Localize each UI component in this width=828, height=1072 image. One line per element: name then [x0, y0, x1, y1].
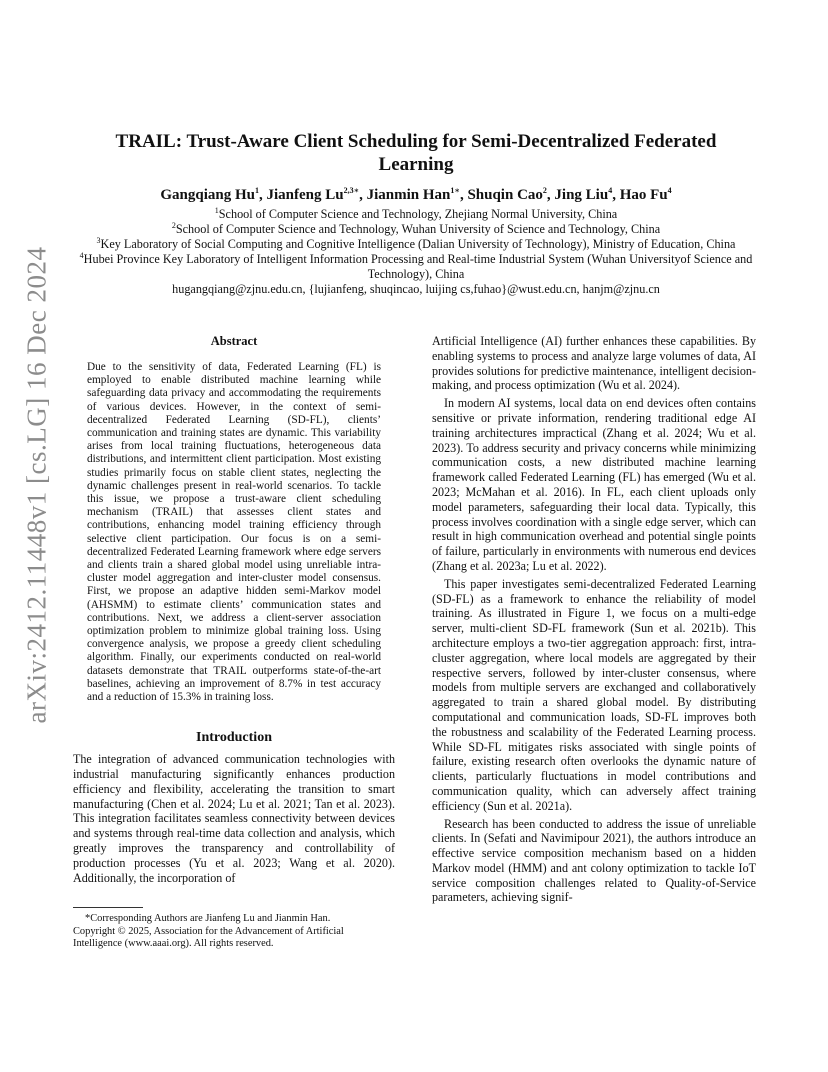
affiliation-mark: 3: [96, 235, 101, 245]
affiliation-block: [70, 207, 762, 297]
author-affil-mark: 1∗: [450, 186, 460, 195]
arxiv-side-stamp: [20, 246, 54, 724]
author-name: Jianfeng Lu: [266, 187, 344, 203]
author-emails: hugangqiang@zjnu.edu.cn, {lujianfeng, shuqincao, luijing cs,fuhao}@wust.edu.cn, hanjm@zjnu.cn: [172, 282, 660, 296]
right-column: [432, 334, 756, 905]
body-paragraph: Artificial Intelligence (AI) further enhances these capabilities. By enabling systems to process and analyze large volumes of data, AI provides solutions for predictive maintenance, intelligent decision-making, and process optimization (Wu et al. 2024).: [432, 334, 756, 393]
affiliation: [70, 222, 762, 237]
affiliation-text: School of Computer Science and Technology, Wuhan University of Science and Technology, China: [175, 222, 661, 236]
intro-paragraph: The integration of advanced communication technologies with industrial manufacturing significantly enhances production efficiency and flexibility, accelerating the transition to smart manufacturing (Chen et al. 2024; Lu et al. 2021; Tan et al. 2023). This integration facilitates seamless connectivity between devices and systems through real-time data collection and analysis, which greatly improves the transparency and controllability of production processes (Yu et al. 2023; Wang et al. 2020). Additionally, the incorporation of: [73, 752, 395, 885]
affiliation: [70, 252, 762, 282]
body-paragraph: In modern AI systems, local data on end devices often contains sensitive or private information, rendering traditional edge AI training architectures impractical (Zhang et al. 2024; Wu et al. 2023). To address security and privacy concerns while minimizing communication costs, a new distributed machine learning framework called Federated Learning (FL) has emerged (Wu et al. 2023; McMahan et al. 2016). In FL, each client uploads only model parameters, safeguarding their local data. Typically, this process involves coordination with a single edge server, which can result in high communication overhead and potential single points of failure, particularly in environments with numerous end devices (Zhang et al. 2023a; Lu et al. 2022).: [432, 396, 756, 573]
author-name: Jing Liu: [554, 187, 609, 203]
author-affil-mark: 4: [667, 186, 672, 195]
affiliation-mark: 2: [171, 220, 176, 230]
paper-title: TRAIL: Trust-Aware Client Scheduling for Semi-Decentralized Federated Learning: [115, 131, 717, 175]
affiliation-mark: 4: [79, 250, 84, 260]
left-column: [73, 334, 395, 885]
author-affil-mark: 4: [608, 186, 613, 195]
affiliation-text: Hubei Province Key Laboratory of Intelligent Information Processing and Real-time Industrial System (Wuhan Universityof Science and Technology), China: [83, 252, 753, 281]
footnote-divider: [73, 907, 143, 908]
author-name: Gangqiang Hu: [160, 187, 255, 203]
author-name: Hao Fu: [619, 187, 668, 203]
body-paragraph: This paper investigates semi-decentralized Federated Learning (SD-FL) as a framework to enhance the reliability of model training. As illustrated in Figure 1, we focus on a multi-edge server, multi-client SD-FL framework (Sun et al. 2021b). This architecture employs a two-tier aggregation approach: first, intra-cluster aggregation, where local models are aggregated by their respective servers, followed by inter-cluster consensus, where models from multiple servers are exchanged and collaboratively aggregated to train a shared global model. By distributing computational and communication loads, SD-FL improves both the robustness and scalability of the Federated Learning process. While SD-FL mitigates risks associated with single points of failure, existing research often overlooks the dynamic nature of clients, particularly fluctuations in model contributions and communication quality, which can adversely affect training efficiency (Sun et al. 2021a).: [432, 576, 756, 813]
affiliation-mark: 1: [214, 205, 219, 215]
affiliation-text: School of Computer Science and Technology, Zhejiang Normal University, China: [218, 207, 618, 221]
affiliation: [70, 207, 762, 222]
footnote-block: [73, 913, 395, 951]
affiliation: [70, 237, 762, 252]
copyright-note: Copyright © 2025, Association for the Advancement of Artificial Intelligence (www.aaai.org). All rights reserved.: [73, 925, 344, 950]
body-paragraph: Research has been conducted to address the issue of unreliable clients. In (Sefati and Navimipour 2021), the authors introduce an effective service composition mechanism based on a hidden Markov model (HMM) and ant colony optimization to tackle IoT service composition challenges related to Quality-of-Service parameters, achieving signif-: [432, 816, 756, 905]
author-affil-mark: 2: [542, 186, 547, 195]
corresponding-author-note: *Corresponding Authors are Jianfeng Lu and Jianmin Han.: [85, 913, 331, 924]
abstract-text: Due to the sensitivity of data, Federated Learning (FL) is employed to enable distributed machine learning while safeguarding data privacy and accommodating the requirements of various devices. However, in the context of semi-decentralized Federated Learning (SD-FL), clients’ communication and training states are dynamic. This variability arises from local training fluctuations, heterogeneous data distributions, and intermittent client participation. Most existing studies primarily focus on stable client states, neglecting the dynamic challenges present in real-world scenarios. To tackle this issue, we propose a trust-aware client scheduling mechanism (TRAIL) that assesses client states and contributions, enhancing model training efficiency through selective client participation. Our focus is on a semi-decentralized Federated Learning framework where edge servers and clients train a shared global model using unreliable intra-cluster model aggregation and inter-cluster model consensus. First, we propose an adaptive hidden semi-Markov model (AHSMM) to estimate clients’ communication states and contributions. Next, we address a client-server association optimization problem to minimize global training loss. Using convergence analysis, we propose a greedy client scheduling algorithm. Finally, our experiments conducted on real-world datasets demonstrate that TRAIL outperforms state-of-the-art baselines, achieving an improvement of 8.7% in test accuracy and a reduction of 15.3% in training loss.: [87, 361, 381, 704]
abstract-heading: Abstract: [210, 334, 258, 348]
author-name: Shuqin Cao: [467, 187, 543, 203]
author-affil-mark: 1: [254, 186, 259, 195]
author-list: Gangqiang Hu$^1$, Jianfeng $Lu^{2,3∗}$, Jianmin Han$^{1∗}$, Shuqin Cao$^2$, Jing Liu$^4$, Hao Fu$^4$: [160, 186, 672, 203]
author-name: Jianmin Han: [366, 187, 451, 203]
section-heading-introduction: Introduction: [196, 730, 272, 746]
author-affil-mark: 2,3∗: [343, 186, 360, 195]
affiliation-text: Key Laboratory of Social Computing and Cognitive Intelligence (Dalian University of Technology), Ministry of Education, China: [100, 237, 736, 251]
arxiv-id-text: arXiv:2412.11448v1 [cs.LG] 16 Dec 2024: [21, 246, 52, 724]
